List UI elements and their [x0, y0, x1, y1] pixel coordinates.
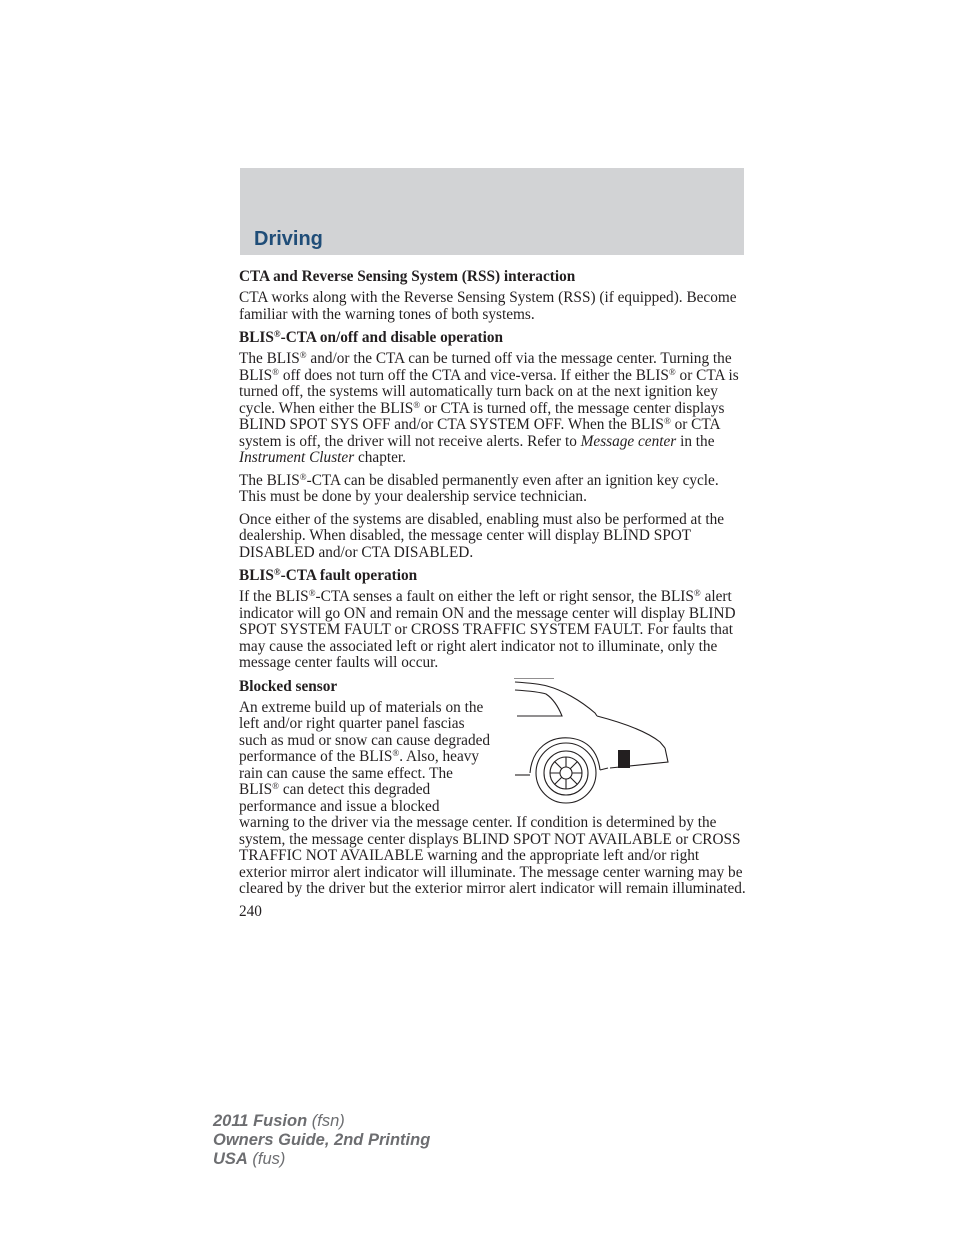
quarter-panel-line: [600, 768, 608, 770]
blocked-sensor-mark: [618, 750, 630, 768]
footer-line-region: USA (fus): [213, 1150, 286, 1168]
tire: [536, 743, 596, 803]
section-title: Driving: [254, 228, 323, 250]
section-header-band: [240, 168, 744, 255]
paragraph-onoff-1: The BLIS® and/or the CTA can be turned off via the message center. Turning the BLIS® off does not turn off the CTA and vice-versa. If either the BLIS® or CTA is turned off, the systems will automatically turn back on at the next ignition key cycle. When either the BLIS® or CTA is turned off, the message center displays BLIND SPOT SYS OFF and/or CTA SYSTEM OFF. When the BLIS® or CTA system is off, the driver will not receive alerts. Refer to Message center in the Instrument Cluster chapter.: [239, 350, 739, 466]
paragraph-onoff-3: Once either of the systems are disabled, enabling must also be performed at the dealership. When disabled, the message center will display BLIND SPOT DISABLED and/or CTA DISABLED.: [239, 510, 725, 561]
paragraph-onoff-2: The BLIS®-CTA can be disabled permanently even after an ignition key cycle. This must be done by your dealership service technician.: [239, 471, 719, 505]
roof-line: [515, 682, 597, 716]
heading-cta-rss: CTA and Reverse Sensing System (RSS) interaction: [239, 268, 576, 285]
reference-instrument-cluster: Instrument Cluster: [239, 449, 355, 466]
heading-fault: BLIS®-CTA fault operation: [239, 567, 418, 584]
footer-line-guide: Owners Guide, 2nd Printing: [213, 1131, 431, 1149]
heading-onoff: BLIS®-CTA on/off and disable operation: [239, 329, 504, 346]
vehicle-rear-quarter-sensor-icon: [500, 678, 750, 808]
trunk-line: [597, 716, 665, 748]
document-footer: [213, 1112, 430, 1169]
paragraph-fault: If the BLIS®-CTA senses a fault on either the left or right sensor, the BLIS® alert indicator will go ON and remain ON and the message center will display BLIND SPOT SYSTEM FAULT or CROSS TRAFFIC SYSTEM FAULT. For faults that may cause the associated left or right alert indicator not to illuminate, only the message center faults will occur.: [239, 588, 736, 671]
paragraph-blocked-sensor: An extreme build up of materials on the left and/or right quarter panel fascias such as mud or snow can cause degraded performance of the BLIS®. Also, heavy rain can cause the same effect. The BLIS® can detect this degraded performance and issue a blocked warning to the driver via the message center. If condition is determined by the system, the message center displays BLIND SPOT NOT AVAILABLE or CROSS TRAFFIC NOT AVAILABLE warning and the appropriate left and/or right exterior mirror alert indicator will illuminate. The message center warning may be cleared by the driver but the exterior mirror alert indicator will remain illuminated.: [239, 698, 746, 897]
footer-line-model: 2011 Fusion (fsn): [213, 1112, 345, 1130]
paragraph-cta-rss: CTA works along with the Reverse Sensing System (RSS) (if equipped). Become familiar with the warning tones of both systems.: [239, 289, 737, 323]
window-line: [515, 690, 562, 716]
page-content: [239, 268, 747, 920]
reference-message-center: Message center: [580, 432, 677, 450]
page-number: 240: [239, 902, 262, 920]
heading-blocked-sensor: Blocked sensor: [239, 677, 338, 695]
